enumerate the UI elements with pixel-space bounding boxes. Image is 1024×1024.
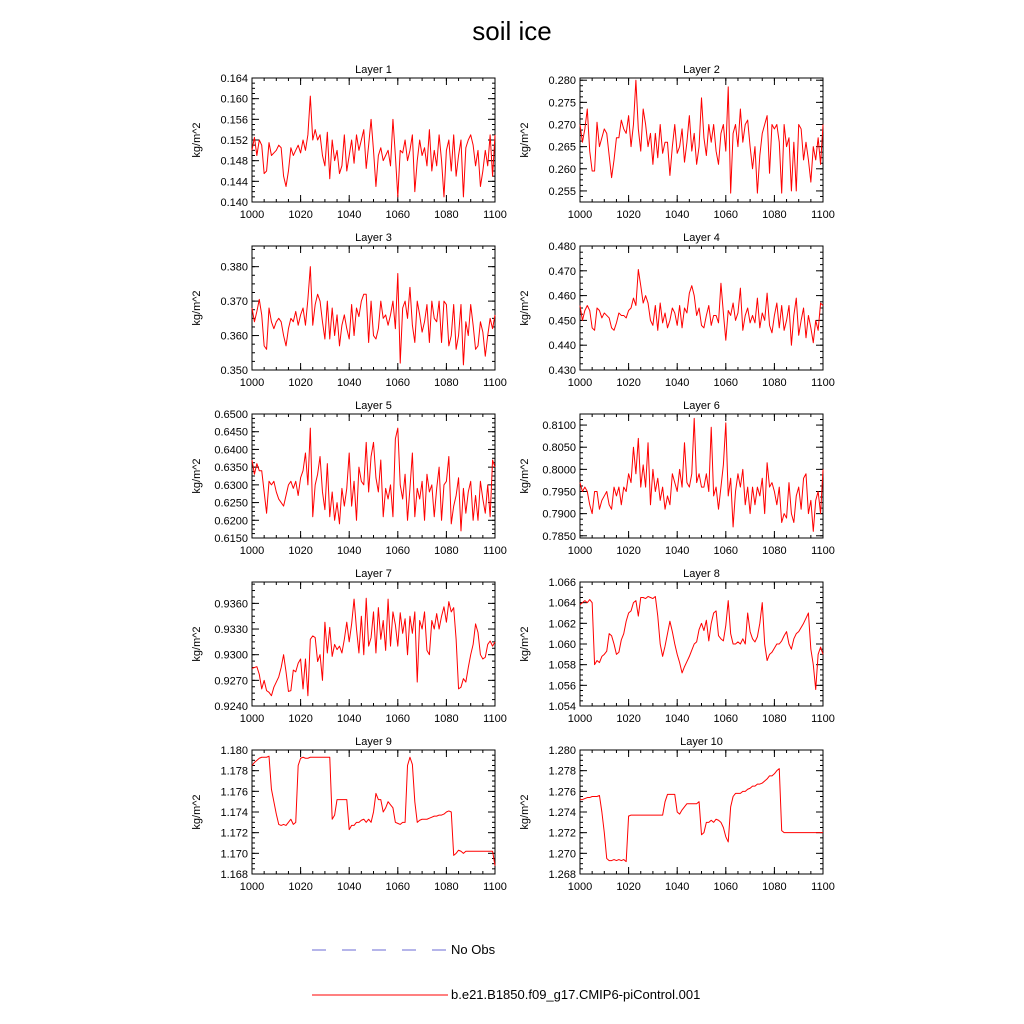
x-tick-label: 1020 — [288, 209, 313, 221]
y-tick-label: 0.6350 — [214, 462, 248, 475]
plot-frame — [580, 582, 823, 706]
plot-frame — [252, 246, 495, 370]
x-tick-label: 1040 — [336, 713, 362, 725]
x-tick-label: 1080 — [434, 545, 459, 557]
x-tick-label: 1020 — [616, 713, 641, 725]
y-tick-label: 0.460 — [548, 290, 576, 303]
y-axis-label: kg/m^2 — [519, 458, 531, 494]
y-tick-label: 0.6300 — [214, 479, 248, 492]
y-tick-label: 0.7950 — [542, 486, 576, 499]
x-tick-label: 1040 — [664, 881, 690, 893]
x-tick-label: 1040 — [664, 545, 690, 557]
y-axis-label: kg/m^2 — [519, 290, 531, 326]
legend-label-no-obs: No Obs — [451, 942, 496, 957]
x-tick-label: 1060 — [385, 545, 411, 557]
plot-frame — [580, 246, 823, 370]
y-tick-label: 0.370 — [220, 296, 248, 309]
x-tick-label: 1080 — [434, 881, 459, 893]
x-tick-label: 1020 — [616, 209, 641, 221]
y-tick-label: 0.9300 — [214, 649, 248, 662]
plot-frame — [252, 78, 495, 202]
panel-title: Layer 10 — [680, 736, 723, 748]
y-tick-label: 0.8100 — [542, 420, 576, 433]
y-tick-label: 0.9360 — [214, 598, 248, 611]
x-tick-label: 1100 — [811, 377, 835, 389]
y-tick-label: 1.170 — [220, 848, 248, 861]
y-tick-label: 1.280 — [548, 745, 576, 757]
panel-title: Layer 1 — [355, 64, 392, 76]
x-tick-label: 1040 — [336, 209, 362, 221]
x-tick-label: 1080 — [434, 713, 459, 725]
y-tick-label: 0.160 — [220, 93, 248, 106]
series-line — [580, 418, 823, 531]
x-tick-label: 1000 — [239, 377, 265, 389]
x-tick-label: 1000 — [567, 545, 593, 557]
y-tick-label: 0.8050 — [542, 442, 576, 455]
series-line — [580, 596, 823, 689]
panel-title: Layer 9 — [355, 736, 392, 748]
y-tick-label: 0.7850 — [542, 530, 576, 543]
legend-label-model: b.e21.B1850.f09_g17.CMIP6-piControl.001 — [451, 987, 701, 1002]
y-tick-label: 0.470 — [548, 265, 576, 278]
x-tick-label: 1060 — [713, 713, 739, 725]
x-tick-label: 1020 — [616, 881, 641, 893]
y-tick-label: 1.168 — [220, 869, 248, 881]
y-tick-label: 1.054 — [548, 701, 576, 713]
panel-title: Layer 4 — [683, 232, 720, 244]
panel-title: Layer 8 — [683, 568, 720, 580]
x-tick-label: 1000 — [239, 881, 265, 893]
y-axis-label: kg/m^2 — [191, 626, 203, 662]
x-tick-label: 1060 — [713, 545, 739, 557]
y-tick-label: 1.276 — [548, 786, 576, 799]
y-tick-label: 0.8000 — [542, 464, 576, 477]
series-line — [252, 598, 495, 695]
series-line — [252, 267, 495, 365]
x-tick-label: 1060 — [713, 377, 739, 389]
y-tick-label: 0.265 — [548, 141, 576, 154]
panel-title: Layer 2 — [683, 64, 720, 76]
y-tick-label: 0.144 — [220, 176, 248, 189]
x-tick-label: 1040 — [664, 713, 690, 725]
y-tick-label: 0.275 — [548, 97, 576, 110]
y-tick-label: 0.260 — [548, 163, 576, 176]
series-line — [580, 270, 823, 346]
x-tick-label: 1080 — [762, 209, 787, 221]
y-tick-label: 0.7900 — [542, 508, 576, 521]
panel-title: Layer 3 — [355, 232, 392, 244]
y-tick-label: 0.480 — [548, 241, 576, 253]
panel-layer-2 — [519, 64, 835, 221]
x-tick-label: 1000 — [239, 545, 265, 557]
x-tick-label: 1100 — [811, 881, 835, 893]
panel-title: Layer 7 — [355, 568, 392, 580]
y-tick-label: 0.255 — [548, 185, 576, 198]
y-tick-label: 0.9240 — [214, 701, 248, 713]
series-line — [580, 80, 823, 193]
y-tick-label: 0.280 — [548, 75, 576, 88]
y-tick-label: 0.164 — [220, 73, 248, 85]
y-tick-label: 0.6400 — [214, 444, 248, 457]
x-tick-label: 1000 — [239, 209, 265, 221]
x-tick-label: 1100 — [483, 713, 507, 725]
y-tick-label: 0.6500 — [214, 409, 248, 421]
x-tick-label: 1080 — [434, 377, 459, 389]
panel-title: Layer 5 — [355, 400, 392, 412]
plot-frame — [580, 750, 823, 874]
x-tick-label: 1040 — [664, 377, 690, 389]
y-tick-label: 0.270 — [548, 119, 576, 132]
x-tick-label: 1080 — [434, 209, 459, 221]
y-tick-label: 0.156 — [220, 114, 248, 127]
x-tick-label: 1000 — [567, 209, 593, 221]
x-tick-label: 1020 — [288, 545, 313, 557]
x-tick-label: 1020 — [616, 545, 641, 557]
y-tick-label: 0.380 — [220, 261, 248, 274]
y-tick-label: 1.180 — [220, 745, 248, 757]
y-tick-label: 1.278 — [548, 765, 576, 778]
series-line — [252, 96, 495, 197]
y-tick-label: 1.272 — [548, 827, 576, 840]
panel-layer-5 — [191, 400, 507, 557]
panel-layer-9 — [191, 736, 507, 893]
y-tick-label: 0.6250 — [214, 497, 248, 510]
y-axis-label: kg/m^2 — [519, 794, 531, 830]
y-tick-label: 0.9270 — [214, 675, 248, 688]
y-tick-label: 1.274 — [548, 807, 576, 819]
y-tick-label: 0.440 — [548, 340, 576, 353]
y-tick-label: 1.176 — [220, 786, 248, 799]
y-tick-label: 0.9330 — [214, 624, 248, 637]
y-axis-label: kg/m^2 — [191, 458, 203, 494]
x-tick-label: 1000 — [567, 881, 593, 893]
plot-frame — [252, 414, 495, 538]
y-tick-label: 1.062 — [548, 618, 576, 631]
y-tick-label: 1.270 — [548, 848, 576, 861]
panel-layer-1 — [191, 64, 507, 221]
y-tick-label: 0.350 — [220, 365, 248, 377]
x-tick-label: 1060 — [713, 209, 739, 221]
y-tick-label: 1.056 — [548, 680, 576, 693]
y-tick-label: 1.066 — [548, 577, 576, 589]
x-tick-label: 1060 — [385, 713, 411, 725]
y-tick-label: 1.178 — [220, 765, 248, 778]
x-tick-label: 1080 — [762, 713, 787, 725]
panel-layer-4 — [519, 232, 835, 389]
panel-layer-3 — [191, 232, 507, 389]
y-axis-label: kg/m^2 — [191, 794, 203, 830]
x-tick-label: 1000 — [567, 713, 593, 725]
y-tick-label: 0.152 — [220, 135, 248, 147]
y-axis-label: kg/m^2 — [191, 290, 203, 326]
x-tick-label: 1060 — [385, 881, 411, 893]
y-tick-label: 1.058 — [548, 659, 576, 672]
x-tick-label: 1020 — [288, 713, 313, 725]
panel-title: Layer 6 — [683, 400, 720, 412]
x-tick-label: 1100 — [483, 209, 507, 221]
y-tick-label: 1.268 — [548, 869, 576, 881]
x-tick-label: 1100 — [483, 881, 507, 893]
x-tick-label: 1100 — [483, 545, 507, 557]
plot-frame — [580, 414, 823, 538]
y-tick-label: 0.6200 — [214, 515, 248, 528]
x-tick-label: 1020 — [288, 881, 313, 893]
x-tick-label: 1100 — [811, 545, 835, 557]
y-tick-label: 0.6450 — [214, 426, 248, 439]
x-tick-label: 1040 — [336, 881, 362, 893]
x-tick-label: 1020 — [616, 377, 641, 389]
x-tick-label: 1080 — [762, 881, 787, 893]
x-tick-label: 1060 — [385, 377, 411, 389]
x-tick-label: 1100 — [811, 209, 835, 221]
y-axis-label: kg/m^2 — [191, 122, 203, 158]
x-tick-label: 1100 — [483, 377, 507, 389]
y-tick-label: 1.060 — [548, 639, 576, 651]
y-tick-label: 0.360 — [220, 330, 248, 343]
y-axis-label: kg/m^2 — [519, 122, 531, 158]
y-tick-label: 0.148 — [220, 155, 248, 168]
y-tick-label: 1.174 — [220, 807, 248, 819]
x-tick-label: 1100 — [811, 713, 835, 725]
figure-title: soil ice — [472, 16, 552, 46]
x-tick-label: 1020 — [288, 377, 313, 389]
y-tick-label: 1.064 — [548, 597, 576, 610]
x-tick-label: 1080 — [762, 545, 787, 557]
y-tick-label: 0.6150 — [214, 533, 248, 545]
series-line — [252, 428, 495, 531]
x-tick-label: 1000 — [567, 377, 593, 389]
x-tick-label: 1060 — [385, 209, 411, 221]
x-tick-label: 1060 — [713, 881, 739, 893]
x-tick-label: 1080 — [762, 377, 787, 389]
x-tick-label: 1000 — [239, 713, 265, 725]
x-tick-label: 1040 — [336, 545, 362, 557]
panel-layer-10 — [519, 736, 835, 893]
panel-layer-7 — [191, 568, 507, 725]
series-line — [580, 769, 823, 862]
y-axis-label: kg/m^2 — [519, 626, 531, 662]
y-tick-label: 0.140 — [220, 197, 248, 209]
y-tick-label: 0.450 — [548, 315, 576, 328]
panel-layer-6 — [519, 400, 835, 557]
y-tick-label: 0.430 — [548, 365, 576, 377]
y-tick-label: 1.172 — [220, 827, 248, 840]
panel-layer-8 — [519, 568, 835, 725]
series-line — [252, 756, 495, 866]
x-tick-label: 1040 — [664, 209, 690, 221]
x-tick-label: 1040 — [336, 377, 362, 389]
